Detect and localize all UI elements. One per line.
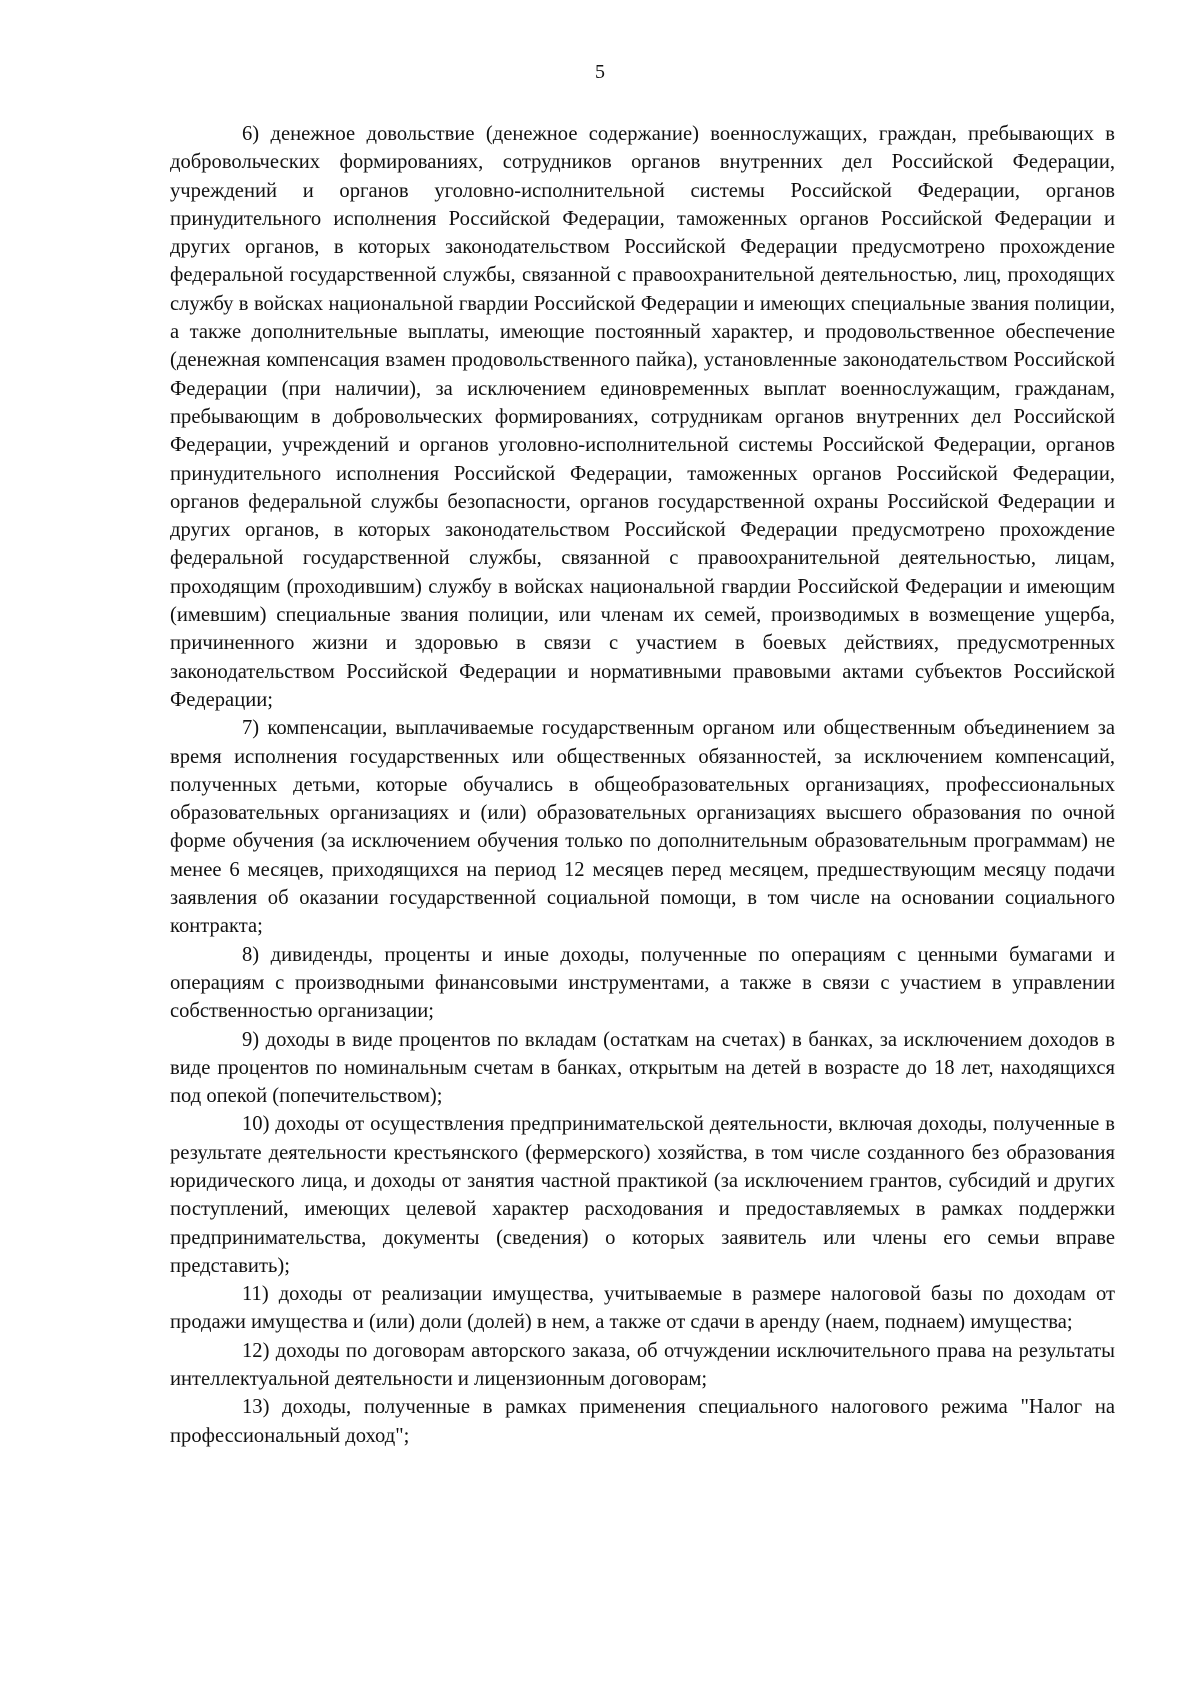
- paragraph-item-9: 9) доходы в виде процентов по вкладам (остаткам на счетах) в банках, за исключением доходов в виде процентов по номинальным счетам в банках, открытым на детей в возрасте до 18 лет, находящихся под опекой (попечительством);: [170, 1028, 1115, 1108]
- paragraph-item-10: 10) доходы от осуществления предпринимательской деятельности, включая доходы, полученные в результате деятельности крестьянского (фермерского) хозяйства, в том числе созданного без образования юридического лица, и доходы от занятия частной практикой (за исключением грантов, субсидий и других поступлений, имеющих целевой характер расходования и предоставляемых в рамках поддержки предпринимательства, документы (сведения) о которых заявитель или члены его семьи вправе представить);: [170, 1113, 1115, 1277]
- paragraph-item-13: 13) доходы, полученные в рамках применения специального налогового режима "Налог на профессиональный доход";: [170, 1396, 1115, 1447]
- page-number: 5: [595, 61, 605, 83]
- document-body: [170, 120, 1115, 1450]
- paragraph-item-7: 7) компенсации, выплачиваемые государственным органом или общественным объединением за время исполнения государственных или общественных обязанностей, за исключением компенсаций, полученных детьми, которые обучались в общеобразовательных организациях, профессиональных образовательных организациях и (или) образовательных организациях высшего образования по очной форме обучения (за исключением обучения только по дополнительным образовательным программам) не менее 6 месяцев, приходящихся на период 12 месяцев перед месяцем, предшествующим месяцу подачи заявления об оказании государственной социальной помощи, в том числе на основании социального контракта;: [170, 717, 1115, 938]
- paragraph-item-8: 8) дивиденды, проценты и иные доходы, полученные по операциям с ценными бумагами и операциям с производными финансовыми инструментами, а также в связи с участием в управлении собственностью организации;: [170, 943, 1115, 1023]
- paragraph-item-11: 11) доходы от реализации имущества, учитываемые в размере налоговой базы по доходам от продажи имущества и (или) доли (долей) в нем, а также от сдачи в аренду (наем, поднаем) имущества;: [170, 1283, 1115, 1334]
- paragraph-item-6: 6) денежное довольствие (денежное содержание) военнослужащих, граждан, пребывающих в добровольческих формированиях, сотрудников органов внутренних дел Российской Федерации, учреждений и органов уголовно-исполнительной системы Российской Федерации, органов принудительного исполнения Российской Федерации, таможенных органов Российской Федерации и других органов, в которых законодательством Российской Федерации предусмотрено прохождение федеральной государственной службы, связанной с правоохранительной деятельностью, лиц, проходящих службу в войсках национальной гвардии Российской Федерации и имеющих специальные звания полиции, а также дополнительные выплаты, имеющие постоянный характер, и продовольственное обеспечение (денежная компенсация взамен продовольственного пайка), установленные законодательством Российской Федерации (при наличии), за исключением единовременных выплат военнослужащим, гражданам, пребывающим в добровольческих формированиях, сотрудникам органов внутренних дел Российской Федерации, учреждений и органов уголовно-исполнительной системы Российской Федерации, органов принудительного исполнения Российской Федерации, таможенных органов Российской Федерации, органов федеральной службы безопасности, органов государственной охраны Российской Федерации и других органов, в которых законодательством Российской Федерации предусмотрено прохождение федеральной государственной службы, связанной с правоохранительной деятельностью, лицам, проходящим (проходившим) службу в войсках национальной гвардии Российской Федерации и имеющим (имевшим) специальные звания полиции, или членам их семей, производимых в возмещение ущерба, причиненного жизни и здоровью в связи с участием в боевых действиях, предусмотренных законодательством Российской Федерации и нормативными правовыми актами субъектов Российской Федерации;: [170, 123, 1115, 711]
- paragraph-item-12: 12) доходы по договорам авторского заказа, об отчуждении исключительного права на результаты интеллектуальной деятельности и лицензионным договорам;: [170, 1339, 1115, 1391]
